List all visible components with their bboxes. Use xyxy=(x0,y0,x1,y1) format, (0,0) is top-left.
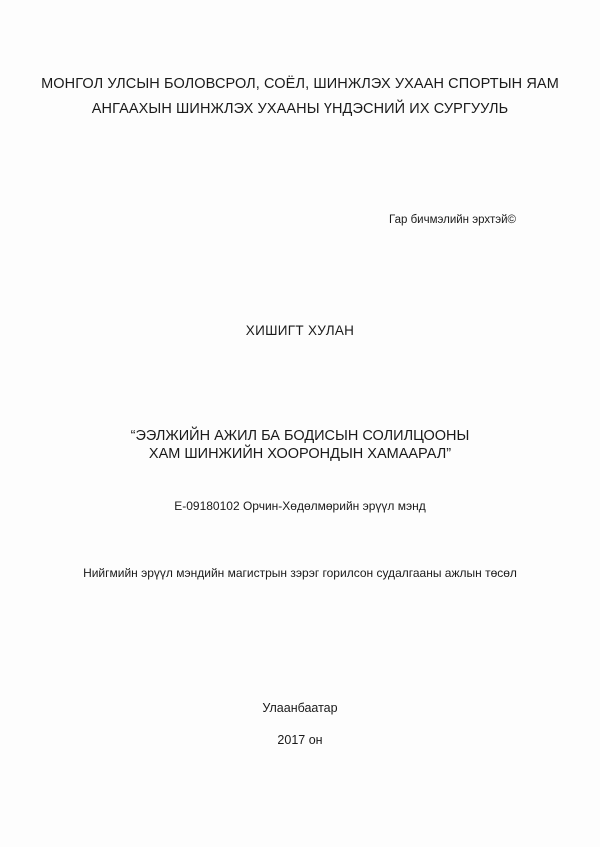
city: Улаанбаатар xyxy=(262,701,338,715)
year: 2017 он xyxy=(277,733,323,747)
author-name: ХИШИГТ ХУЛАН xyxy=(245,323,355,338)
institution-line-2: АНГААХЫН ШИНЖЛЭХ УХААНЫ ҮНДЭСНИЙ ИХ СУРГУУЛЬ xyxy=(91,101,509,117)
institution-line-1: МОНГОЛ УЛСЫН БОЛОВСРОЛ, СОЁЛ, ШИНЖЛЭХ УХААН СПОРТЫН ЯАМ xyxy=(41,76,559,92)
copyright-note: Гар бичмэлийн эрхтэй© xyxy=(389,214,516,226)
degree-statement: Нийгмийн эрүүл мэндийн магистрын зэрэг горилсон судалгааны ажлын төсөл xyxy=(83,566,517,580)
specialty-code: Е-09180102 Орчин-Хөдөлмөрийн эрүүл мэнд xyxy=(174,499,426,513)
thesis-title-line-2: ХАМ ШИНЖИЙН ХООРОНДЫН ХАМААРАЛ” xyxy=(148,446,452,462)
thesis-title-line-1: “ЭЭЛЖИЙН АЖИЛ БА БОДИСЫН СОЛИЛЦООНЫ xyxy=(130,428,470,444)
